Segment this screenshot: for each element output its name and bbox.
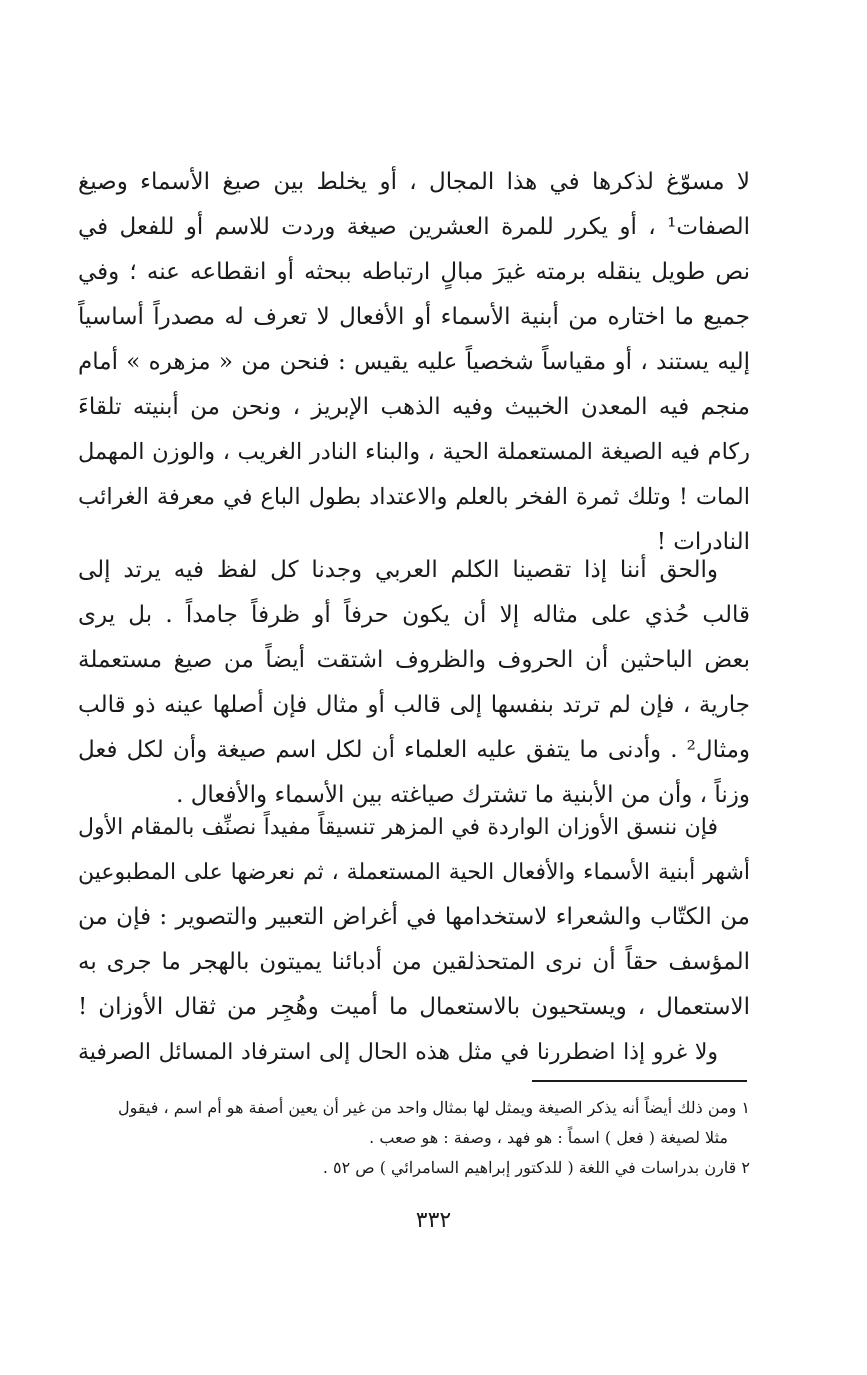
- footnote-1-line: ١ ومن ذلك أيضاً أنه يذكر الصيغة ويمثل لها بمثال واحد من غير أن يعين أصفة هو أم اسم ، فيقول: [117, 1098, 750, 1117]
- footnote-divider: [532, 1080, 747, 1082]
- paragraph-1: [78, 160, 750, 565]
- text-line: نص طويل ينقله برمته غيرَ مبالٍ ارتباطه ببحثه أو انقطاعه عنه ؛ وفي: [78, 259, 750, 285]
- footnote-1-line: مثلا لصيغة ( فعل ) اسماً : هو فهد ، وصفة : هو صعب .: [369, 1128, 728, 1147]
- text-line: لا مسوّغ لذكرها في هذا المجال ، أو يخلط بين صيغ الأسماء وصيغ: [78, 169, 750, 195]
- text-line: جارية ، فإن لم ترتد بنفسها إلى قالب أو مثال فإن أصلها عينه ذو قالب: [78, 692, 750, 718]
- text-line: النادرات !: [656, 529, 750, 555]
- text-line: أشهر أبنية الأسماء والأفعال الحية المستعملة ، ثم نعرضها على المطبوعين: [78, 860, 750, 885]
- text-line: إليه يستند ، أو مقياساً شخصياً عليه يقيس : فنحن من « مزهره » أمام: [78, 349, 750, 375]
- page-number: ٣٣٢: [415, 1208, 452, 1233]
- text-line: قالب حُذي على مثاله إلا أن يكون حرفاً أو ظرفاً جامداً . بل يرى: [78, 602, 750, 628]
- text-line: ركام فيه الصيغة المستعملة الحية ، والبناء النادر الغريب ، والوزن المهمل: [78, 439, 750, 465]
- paragraph-3: [78, 805, 750, 1075]
- footnote-2-line: ٢ قارن بدراسات في اللغة ( للدكتور إبراهيم السامرائي ) ص ٥٢ .: [322, 1158, 750, 1177]
- text-line: ومثال² . وأدنى ما يتفق عليه العلماء أن لكل اسم صيغة وأن لكل فعل: [78, 737, 750, 763]
- text-line: الصفات¹ ، أو يكرر للمرة العشرين صيغة وردت للاسم أو للفعل في: [78, 214, 750, 240]
- text-line: بعض الباحثين أن الحروف والظروف اشتقت أيضاً من صيغ مستعملة: [78, 647, 750, 673]
- text-line: المؤسف حقاً أن نرى المتحذلقين من أدبائنا يميتون بالهجر ما جرى به: [78, 949, 750, 975]
- text-line: من الكتّاب والشعراء لاستخدامها في أغراض التعبير والتصوير : فإن من: [78, 904, 750, 930]
- text-line: جميع ما اختاره من أبنية الأسماء أو الأفعال لا تعرف له مصدراً أساسياً: [78, 304, 750, 330]
- text-line: فإن ننسق الأوزان الواردة في المزهر تنسيقاً مفيداً نصنِّف بالمقام الأول: [78, 815, 718, 840]
- text-line: الاستعمال ، ويستحيون بالاستعمال ما أميت وهُجِر من ثقال الأوزان !: [78, 994, 750, 1020]
- footnotes: [78, 1093, 750, 1183]
- text-line: المات ! وتلك ثمرة الفخر بالعلم والاعتداد بطول الباع في معرفة الغرائب: [78, 484, 750, 510]
- text-line: ولا غرو إذا اضطررنا في مثل هذه الحال إلى استرفاد المسائل الصرفية: [78, 1040, 718, 1065]
- text-line: والحق أننا إذا تقصينا الكلم العربي وجدنا كل لفظ فيه يرتد إلى: [78, 557, 718, 583]
- text-line: وزناً ، وأن من الأبنية ما تشترك صياغته بين الأسماء والأفعال .: [176, 782, 750, 808]
- paragraph-2: [78, 548, 750, 818]
- text-line: منجم فيه المعدن الخبيث وفيه الذهب الإبريز ، ونحن من أبنيته تلقاءَ: [78, 394, 750, 420]
